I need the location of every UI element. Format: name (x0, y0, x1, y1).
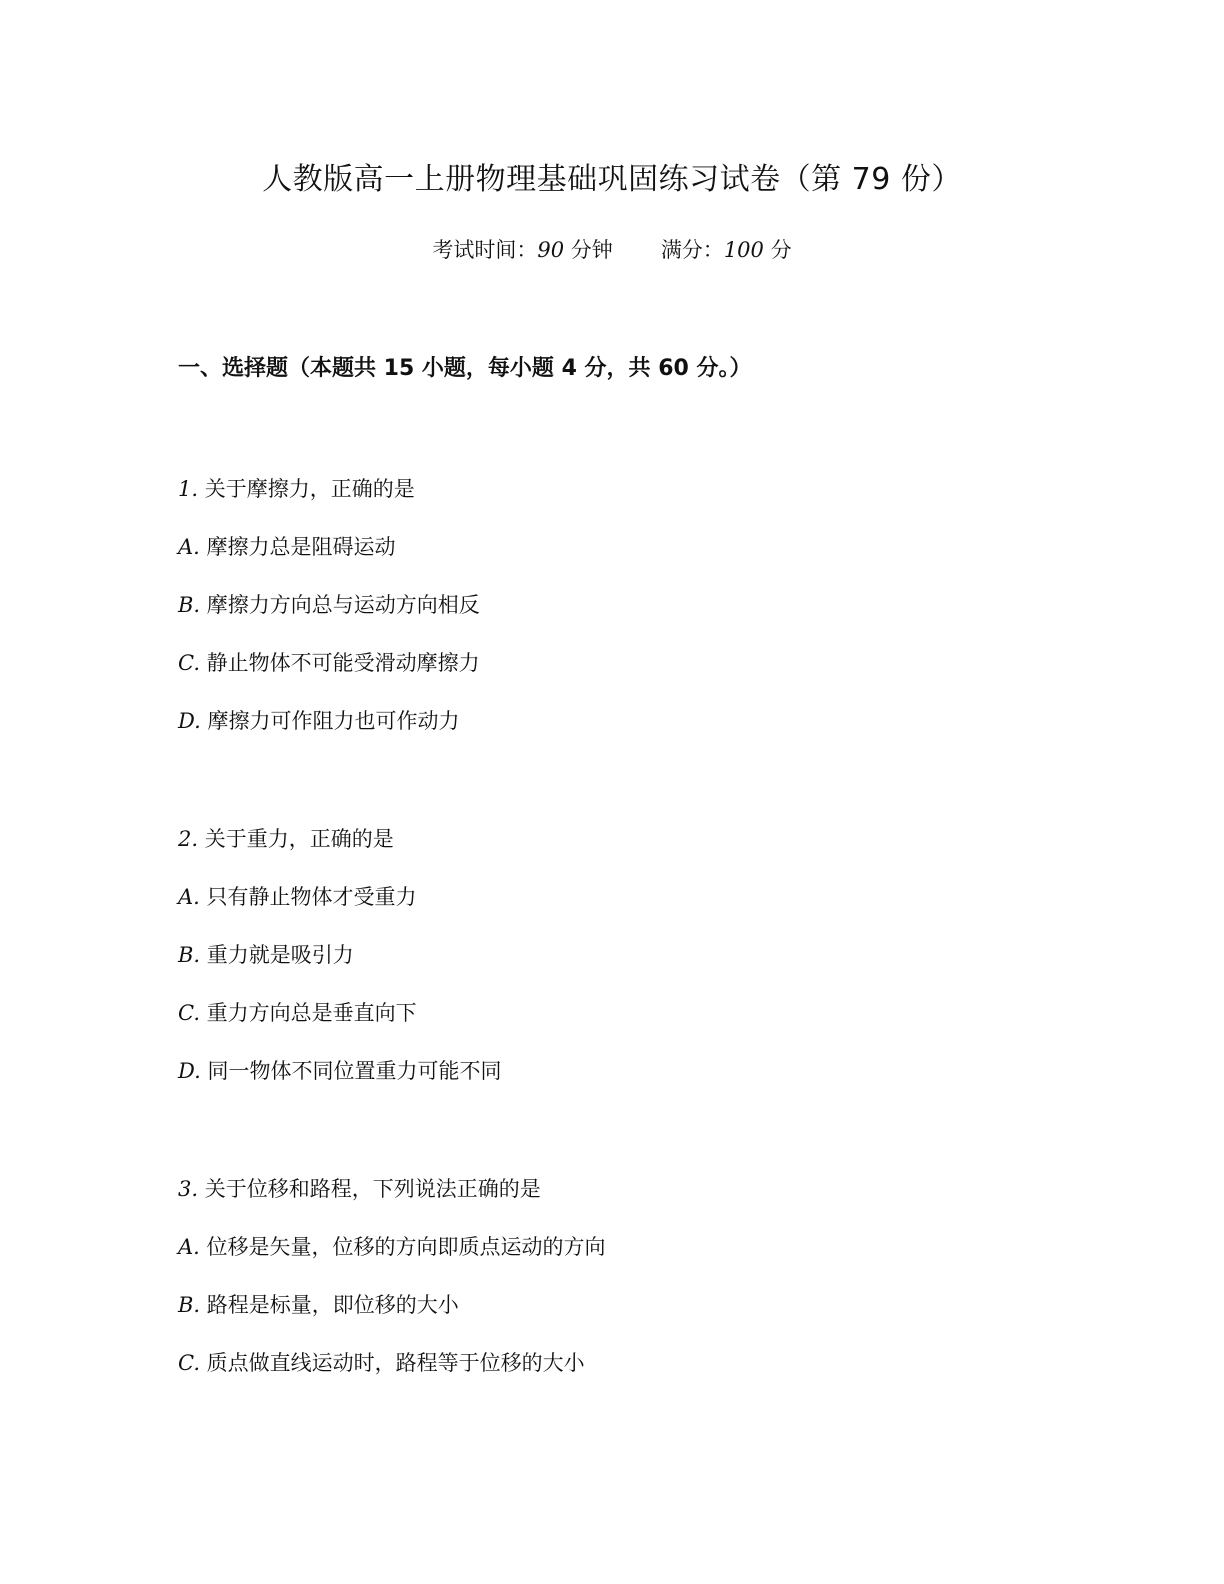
option-text: 只有静止物体才受重力 (199, 885, 417, 909)
question-text: 关于位移和路程，下列说法正确的是 (198, 1177, 541, 1201)
question-number: 3. (178, 1177, 199, 1201)
question-2-option-b (178, 940, 354, 970)
option-text: 位移是矢量，位移的方向即质点运动的方向 (199, 1235, 606, 1259)
question-1-option-a (178, 532, 396, 562)
option-text: 摩擦力总是阻碍运动 (199, 535, 396, 559)
exam-title: 人教版高一上册物理基础巩固练习试卷（第 79 份） (262, 162, 962, 197)
option-label: D. (178, 1059, 201, 1083)
option-label: B. (178, 1293, 201, 1317)
question-3-option-c (178, 1348, 585, 1378)
question-text: 关于摩擦力，正确的是 (198, 477, 415, 501)
question-3-option-b (178, 1290, 459, 1320)
option-text: 摩擦力方向总与运动方向相反 (200, 593, 480, 617)
time-unit: 分钟 (564, 238, 613, 262)
question-1-stem (178, 474, 415, 504)
question-3-option-a (178, 1232, 606, 1262)
question-number: 2. (178, 827, 199, 851)
option-label: A. (178, 535, 200, 559)
question-text: 关于重力，正确的是 (198, 827, 394, 851)
question-1-option-d (178, 706, 459, 736)
time-value: 90 (537, 238, 565, 262)
question-3-stem (178, 1174, 541, 1204)
score-value: 100 (723, 238, 764, 262)
option-label: A. (178, 885, 200, 909)
exam-meta (0, 235, 1224, 265)
question-2-option-c (178, 998, 417, 1028)
option-label: D. (178, 709, 201, 733)
option-label: C. (178, 1351, 200, 1375)
question-1-option-b (178, 590, 480, 620)
question-1-option-c (178, 648, 480, 678)
option-text: 重力方向总是垂直向下 (200, 1001, 417, 1025)
question-2-stem (178, 824, 394, 854)
option-label: A. (178, 1235, 200, 1259)
question-2-option-a (178, 882, 417, 912)
option-text: 静止物体不可能受滑动摩擦力 (200, 651, 480, 675)
option-label: C. (178, 1001, 200, 1025)
time-label: 考试时间： (432, 238, 538, 262)
option-text: 摩擦力可作阻力也可作动力 (200, 709, 460, 733)
section-heading: 一、选择题（本题共 15 小题，每小题 4 分，共 60 分。） (178, 356, 752, 381)
score-label: 满分： (660, 238, 724, 262)
option-text: 同一物体不同位置重力可能不同 (200, 1059, 502, 1083)
score-unit: 分 (763, 238, 792, 262)
option-label: B. (178, 943, 201, 967)
option-label: B. (178, 593, 201, 617)
option-text: 重力就是吸引力 (200, 943, 354, 967)
option-text: 质点做直线运动时，路程等于位移的大小 (200, 1351, 585, 1375)
option-text: 路程是标量，即位移的大小 (200, 1293, 459, 1317)
option-label: C. (178, 651, 200, 675)
question-2-option-d (178, 1056, 501, 1086)
question-number: 1. (178, 477, 199, 501)
